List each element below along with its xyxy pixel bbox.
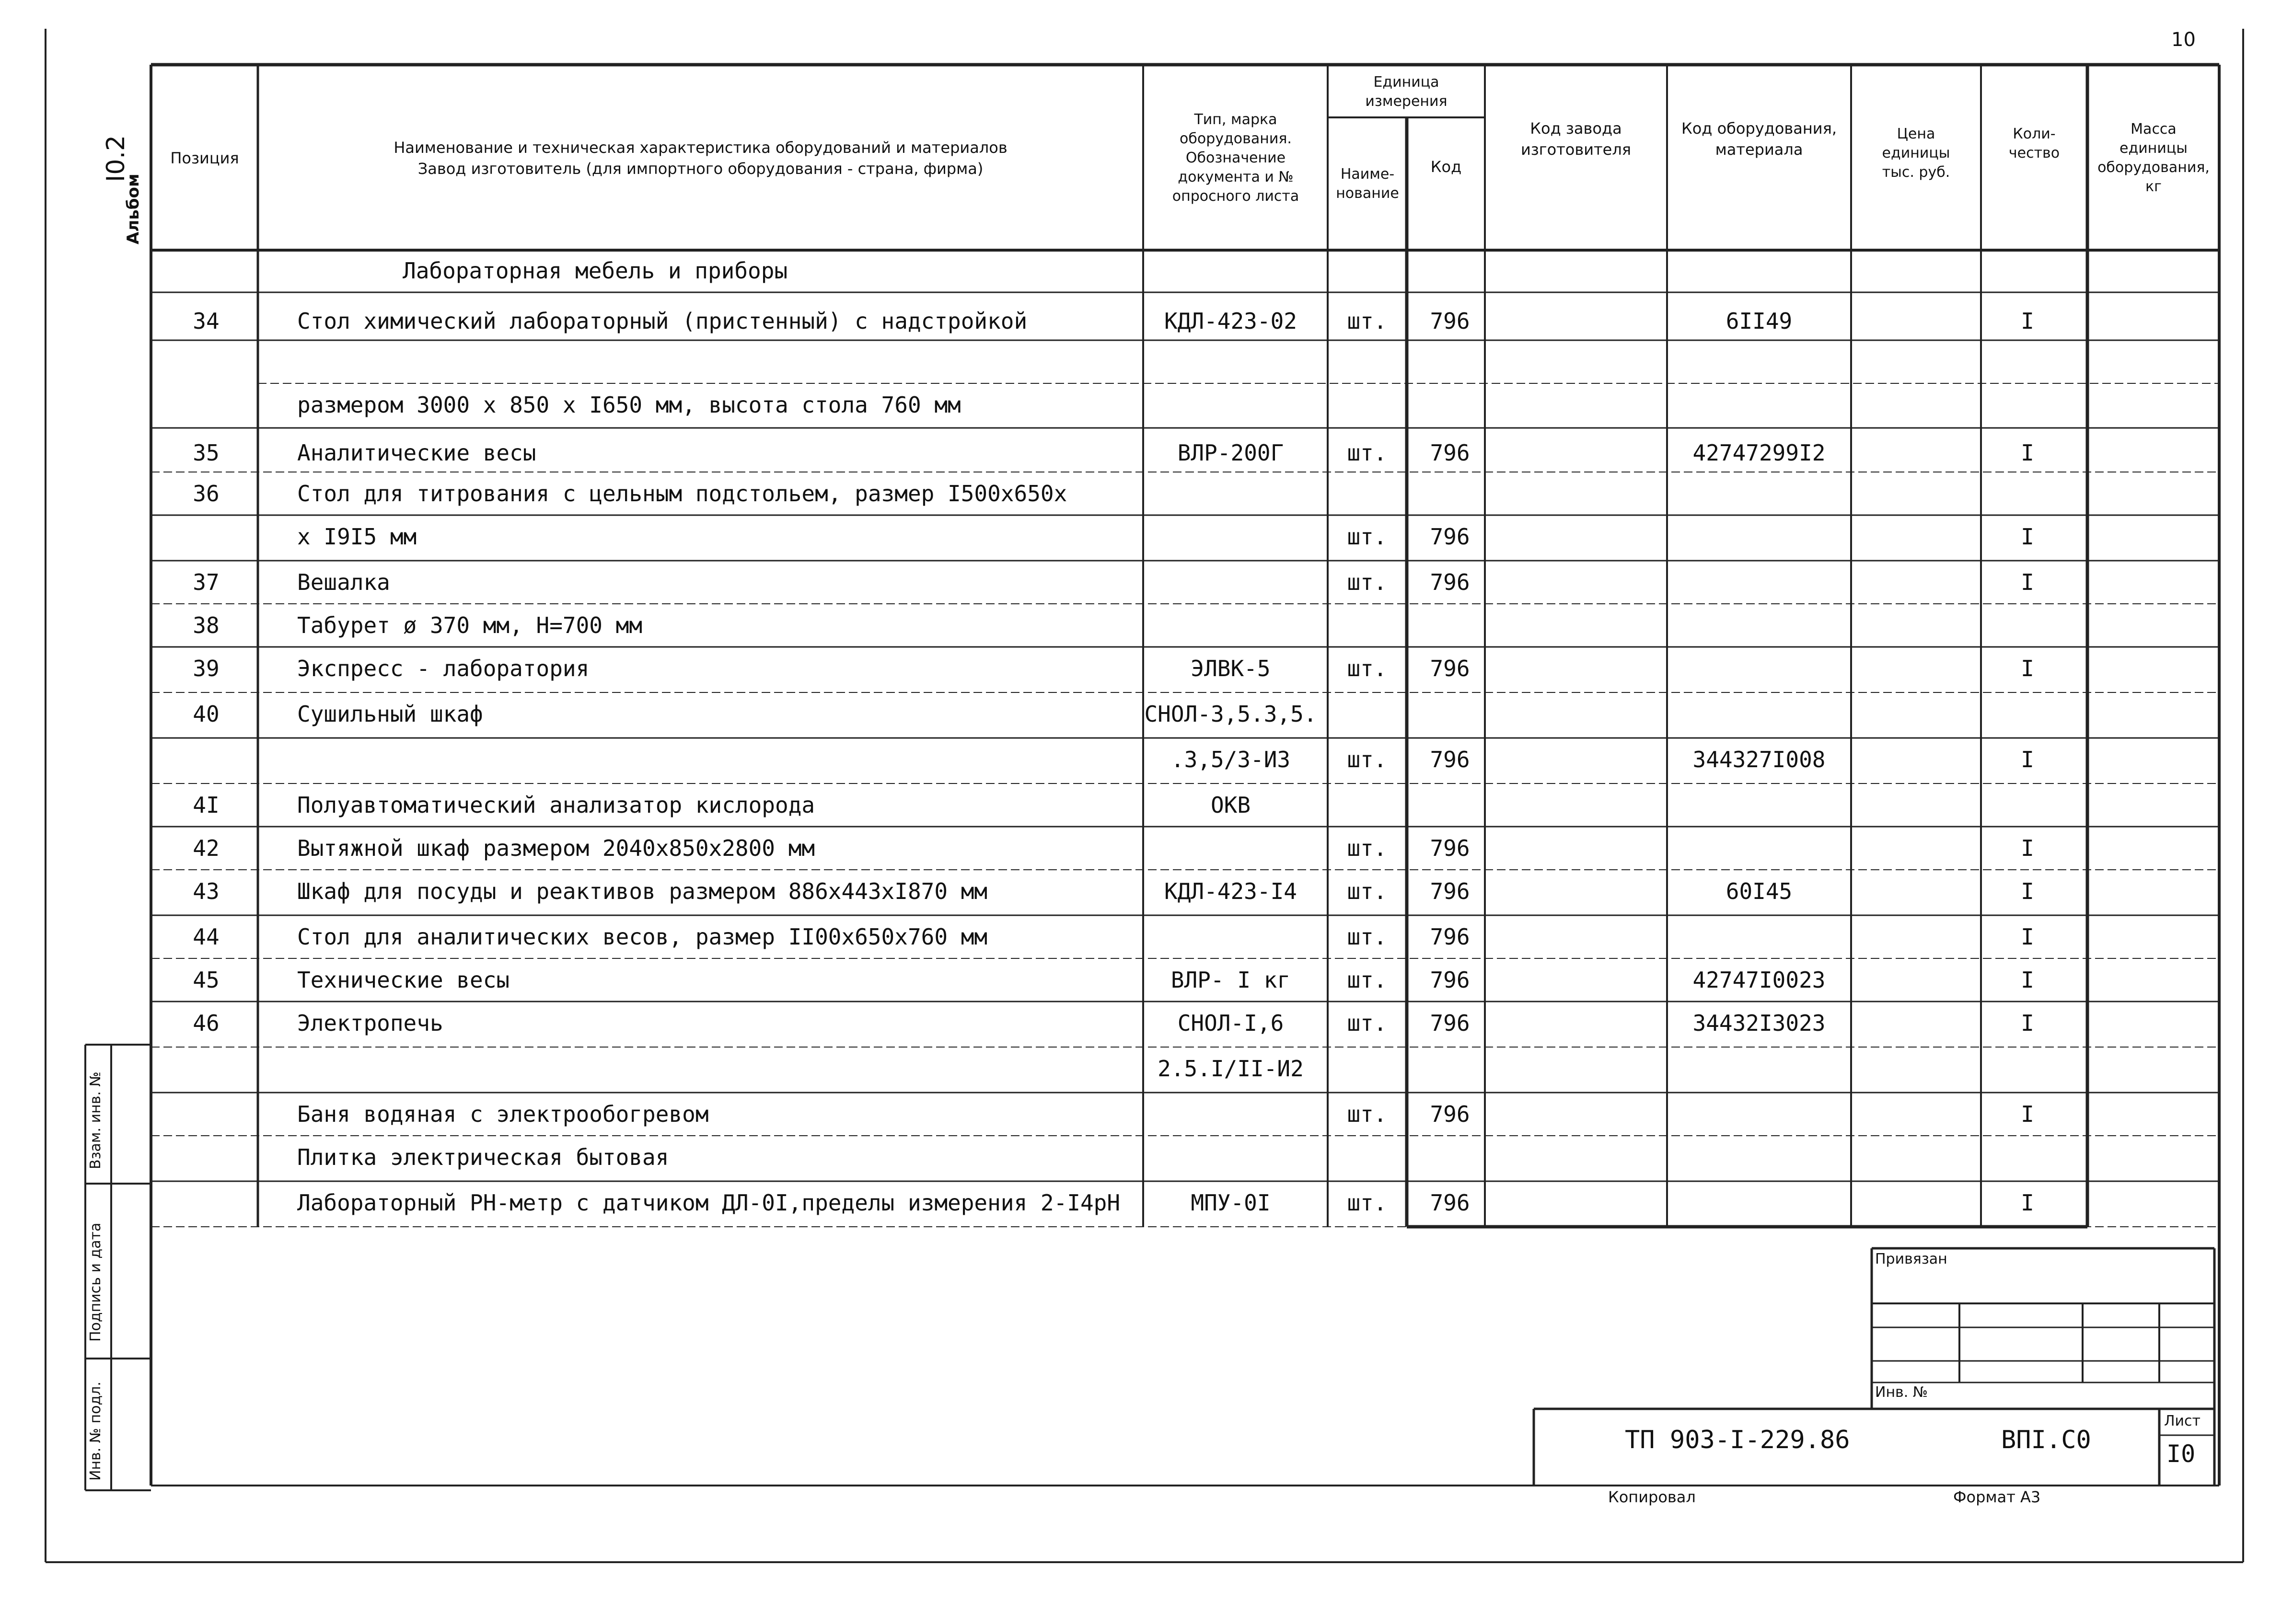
cell-equipment-code [1668, 647, 1850, 690]
cell-qty [1980, 783, 2075, 827]
cell-unit: шт. [1347, 1101, 1387, 1127]
cell-position: 46 [193, 1010, 220, 1036]
cell-position: 36 [193, 481, 220, 507]
cell-name: Баня водяная с электрообогревом [297, 1101, 709, 1127]
cell-unit-code: 796 [1430, 656, 1470, 681]
cell-qty [1980, 604, 2075, 647]
cell-type [1143, 1093, 1318, 1136]
cell-name: Электропечь [297, 1010, 443, 1036]
cell-qty [1980, 1136, 2075, 1179]
cell-name: Лабораторная мебель и приборы [403, 258, 788, 284]
cell-unit: шт. [1347, 878, 1387, 904]
cell-unit [1329, 383, 1405, 426]
cell-unit: шт. [1347, 656, 1387, 681]
cell-type [1143, 1136, 1318, 1179]
cell-equipment-code [1668, 561, 1850, 604]
side-label-vzam: Взам. инв. № [87, 1071, 104, 1169]
cell-qty: I [2021, 878, 2034, 904]
cell-unit [1329, 692, 1405, 736]
header-unit-name: Наиме- нование [1336, 166, 1399, 202]
cell-equipment-code [1668, 827, 1850, 870]
header-name: Наименование и техническая характеристика оборудований и материалов Завод изготовитель (для импортного оборудования - страна, фирма) [394, 138, 1008, 178]
cell-unit: шт. [1347, 308, 1387, 334]
footer-format: Формат А3 [1953, 1488, 2041, 1506]
cell-unit: шт. [1347, 524, 1387, 550]
cell-type [1143, 472, 1318, 515]
cell-equipment-code [1668, 1093, 1850, 1136]
cell-type: ЭЛВК-5 [1191, 656, 1271, 681]
cell-position: 38 [193, 612, 220, 638]
cell-qty: I [2021, 569, 2034, 595]
cell-name: Табурет ø 370 мм, H=700 мм [297, 612, 643, 638]
cell-position: 42 [193, 835, 220, 861]
header-position: Позиция [170, 149, 239, 167]
cell-unit: шт. [1347, 440, 1387, 466]
cell-name: Лабораторный РН-метр с датчиком ДЛ-0I,пределы измерения 2-I4рН [297, 1190, 1121, 1216]
stamp-doc-code: ТП 903-I-229.86 [1625, 1426, 1850, 1454]
cell-type: .3,5/3-И3 [1170, 747, 1291, 772]
cell-equipment-code [1668, 604, 1850, 647]
header-qty: Коли- чество [2008, 126, 2060, 161]
cell-position [153, 249, 259, 292]
cell-position [153, 515, 259, 558]
cell-position: 4I [193, 792, 220, 818]
cell-unit-code [1409, 783, 1491, 827]
cell-type [1143, 515, 1318, 558]
cell-qty: I [2021, 440, 2034, 466]
cell-unit: шт. [1347, 747, 1387, 772]
cell-type: КДЛ-423-02 [1164, 308, 1297, 334]
cell-unit: шт. [1347, 967, 1387, 993]
cell-unit-code: 796 [1430, 1190, 1470, 1216]
cell-position: 45 [193, 967, 220, 993]
cell-unit-code: 796 [1430, 569, 1470, 595]
cell-type: КДЛ-423-I4 [1164, 878, 1297, 904]
cell-position: 35 [193, 440, 220, 466]
cell-type: СНОЛ-3,5.3,5. [1144, 701, 1317, 727]
cell-type [1143, 604, 1318, 647]
cell-unit-code [1409, 383, 1491, 426]
cell-unit: шт. [1347, 924, 1387, 950]
cell-type [1143, 249, 1318, 292]
cell-position [153, 1181, 259, 1224]
cell-qty: I [2021, 1190, 2034, 1216]
cell-unit [1329, 249, 1405, 292]
side-label-podp: Подпись и дата [87, 1222, 104, 1342]
cell-type: 2.5.I/II-И2 [1158, 1056, 1304, 1082]
cell-type [1143, 561, 1318, 604]
cell-name: Вытяжной шкаф размером 2040x850x2800 мм [297, 835, 815, 861]
cell-equipment-code: 42747I0023 [1692, 967, 1826, 993]
cell-position: 39 [193, 656, 220, 681]
header-unit-code: Код [1430, 158, 1462, 176]
album-label: Альбом [124, 173, 143, 244]
cell-position: 37 [193, 569, 220, 595]
stamp-list-label: Лист [2164, 1413, 2201, 1429]
cell-position [153, 383, 259, 426]
cell-qty [1980, 1047, 2075, 1090]
stamp-sheet-code: ВПI.С0 [2001, 1426, 2091, 1454]
cell-type: СНОЛ-I,6 [1177, 1010, 1284, 1036]
cell-qty: I [2021, 835, 2034, 861]
header-unit-group: Единица измерения [1365, 74, 1448, 110]
cell-name: Вешалка [297, 569, 390, 595]
side-label-inv: Инв. № подл. [87, 1382, 104, 1481]
cell-equipment-code [1668, 249, 1850, 292]
cell-unit-code: 796 [1430, 747, 1470, 772]
cell-position [153, 1093, 259, 1136]
cell-equipment-code [1668, 783, 1850, 827]
cell-type: ВЛР-200Г [1177, 440, 1284, 466]
cell-position: 40 [193, 701, 220, 727]
cell-qty: I [2021, 747, 2034, 772]
cell-qty: I [2021, 967, 2034, 993]
header-price: Цена единицы тыс. руб. [1882, 126, 1950, 181]
cell-type [1143, 383, 1318, 426]
cell-type: ВЛР- I кг [1170, 967, 1291, 993]
cell-unit-code: 796 [1430, 440, 1470, 466]
header-equipment-code: Код оборудования, материала [1681, 119, 1837, 159]
cell-unit: шт. [1347, 569, 1387, 595]
cell-name: размером 3000 x 850 x I650 мм, высота стола 760 мм [297, 392, 961, 418]
cell-name: Стол для аналитических весов, размер II00x650x760 мм [297, 924, 988, 950]
cell-unit-code: 796 [1430, 308, 1470, 334]
cell-name [297, 738, 1136, 781]
cell-equipment-code [1668, 915, 1850, 958]
page-number: 10 [2171, 29, 2196, 51]
cell-qty: I [2021, 924, 2034, 950]
cell-name: Технические весы [297, 967, 510, 993]
cell-unit-code: 796 [1430, 878, 1470, 904]
cell-equipment-code [1668, 1047, 1850, 1090]
cell-unit-code: 796 [1430, 835, 1470, 861]
cell-unit-code [1409, 692, 1491, 736]
cell-name: Сушильный шкаф [297, 701, 483, 727]
cell-unit-code: 796 [1430, 1101, 1470, 1127]
cell-position: 44 [193, 924, 220, 950]
cell-qty: I [2021, 524, 2034, 550]
footer-kopiroval: Копировал [1608, 1488, 1696, 1506]
cell-type [1143, 827, 1318, 870]
cell-type: МПУ-0I [1191, 1190, 1271, 1216]
cell-position [153, 1136, 259, 1179]
album-number: I0.2 [102, 135, 130, 182]
cell-position [153, 1047, 259, 1090]
cell-qty [1980, 472, 2075, 515]
cell-equipment-code [1668, 383, 1850, 426]
cell-position: 34 [193, 308, 220, 334]
cell-name: x I9I5 мм [297, 524, 417, 550]
cell-unit-code: 796 [1430, 967, 1470, 993]
cell-unit-code [1409, 249, 1491, 292]
cell-unit [1329, 1136, 1405, 1179]
cell-name: Стол химический лабораторный (пристенный) с надстройкой [297, 308, 1028, 334]
cell-name: Шкаф для посуды и реактивов размером 886x443xI870 мм [297, 878, 988, 904]
cell-unit-code [1409, 1047, 1491, 1090]
cell-name: Плитка электрическая бытовая [297, 1144, 669, 1170]
cell-name: Стол для титрования с цельным подстольем, размер I500x650x [297, 481, 1067, 507]
cell-unit [1329, 783, 1405, 827]
cell-unit-code [1409, 472, 1491, 515]
cell-name: Полуавтоматический анализатор кислорода [297, 792, 815, 818]
cell-unit-code: 796 [1430, 924, 1470, 950]
cell-unit [1329, 1047, 1405, 1090]
cell-unit-code [1409, 604, 1491, 647]
cell-position [153, 738, 259, 781]
cell-unit: шт. [1347, 835, 1387, 861]
cell-equipment-code [1668, 515, 1850, 558]
stamp-list-number: I0 [2166, 1440, 2196, 1468]
cell-equipment-code [1668, 692, 1850, 736]
cell-unit [1329, 604, 1405, 647]
cell-name: Аналитические весы [297, 440, 536, 466]
cell-unit-code: 796 [1430, 1010, 1470, 1036]
header-mass: Масса единицы оборудования, кг [2097, 121, 2210, 195]
cell-unit-code: 796 [1430, 524, 1470, 550]
cell-unit-code [1409, 1136, 1491, 1179]
cell-unit [1329, 472, 1405, 515]
cell-equipment-code: 42747299I2 [1692, 440, 1826, 466]
cell-type [1143, 915, 1318, 958]
stamp-privyazan: Привязан [1875, 1251, 1947, 1267]
cell-equipment-code: 34432I3023 [1692, 1010, 1826, 1036]
cell-qty [1980, 249, 2075, 292]
cell-qty: I [2021, 656, 2034, 681]
cell-equipment-code [1668, 1181, 1850, 1224]
cell-equipment-code [1668, 1136, 1850, 1179]
cell-name: Экспресс - лаборатория [297, 656, 590, 681]
cell-equipment-code [1668, 472, 1850, 515]
cell-qty: I [2021, 1101, 2034, 1127]
cell-equipment-code: 6II49 [1726, 308, 1793, 334]
header-type: Тип, марка оборудования. Обозначение документа и № опросного листа [1172, 111, 1299, 205]
stamp-inv-no: Инв. № [1875, 1384, 1928, 1401]
cell-name [297, 1047, 1136, 1090]
cell-qty: I [2021, 308, 2034, 334]
cell-position: 43 [193, 878, 220, 904]
cell-equipment-code: 60I45 [1726, 878, 1793, 904]
cell-qty [1980, 692, 2075, 736]
cell-qty [1980, 383, 2075, 426]
cell-unit: шт. [1347, 1010, 1387, 1036]
cell-qty: I [2021, 1010, 2034, 1036]
cell-equipment-code: 344327I008 [1692, 747, 1826, 772]
cell-unit: шт. [1347, 1190, 1387, 1216]
header-factory-code: Код завода изготовителя [1520, 119, 1632, 159]
cell-type: ОКВ [1210, 792, 1251, 818]
